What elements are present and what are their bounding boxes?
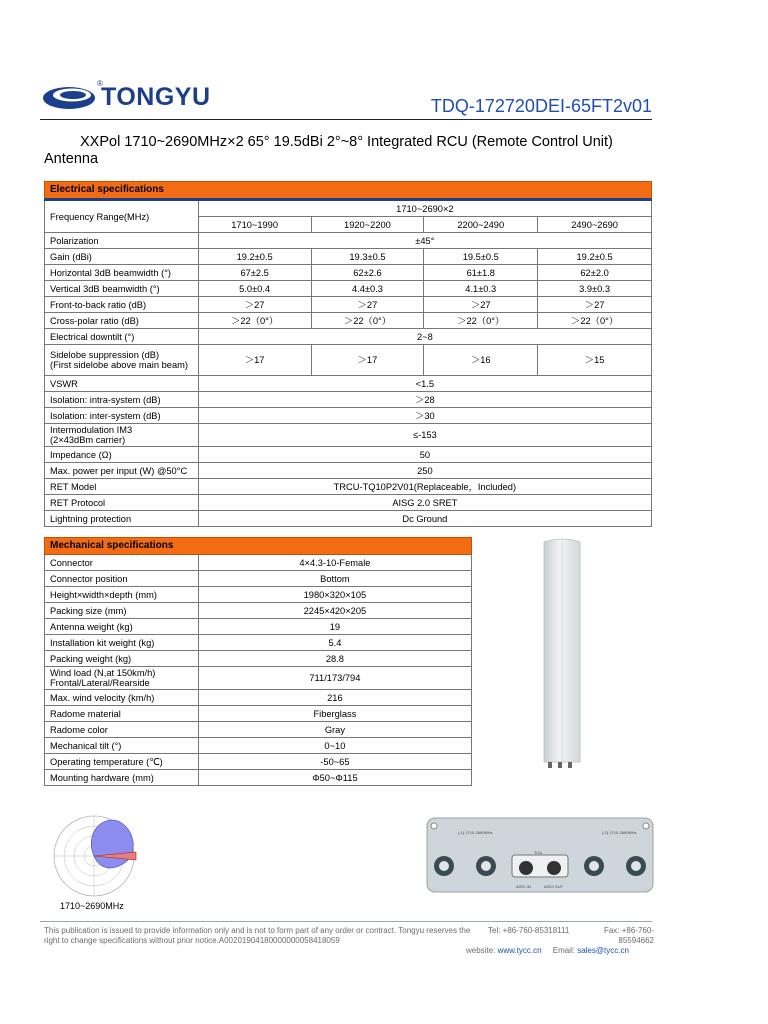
spec-value: 19 bbox=[198, 619, 471, 635]
spec-label: Wind load (N,at 150km/h) Frontal/Lateral/Rearside bbox=[45, 667, 199, 690]
spec-label: RET Model bbox=[45, 479, 199, 495]
freq-label: Frequency Range(MHz) bbox=[45, 200, 199, 233]
connector-panel-image bbox=[426, 817, 654, 893]
spec-label: Isolation: intra-system (dB) bbox=[45, 392, 199, 408]
footer-contacts bbox=[466, 946, 629, 956]
spec-label: Front-to-back ratio (dB) bbox=[45, 297, 199, 313]
spec-value: ＞22（0°） bbox=[198, 313, 311, 329]
spec-value: Bottom bbox=[198, 571, 471, 587]
spec-value: 3.9±0.3 bbox=[538, 281, 652, 297]
sidelobe-value: ＞16 bbox=[424, 345, 538, 376]
spec-value: ＞27 bbox=[538, 297, 652, 313]
spec-value: ＞27 bbox=[424, 297, 538, 313]
footer-divider bbox=[40, 921, 652, 922]
band-header: 2490~2690 bbox=[538, 217, 652, 233]
spec-value: 4×4.3-10-Female bbox=[198, 555, 471, 571]
electrical-section-title: Electrical specifications bbox=[45, 182, 652, 200]
spec-label: Vertical 3dB beamwidth (°) bbox=[45, 281, 199, 297]
spec-label: Packing weight (kg) bbox=[45, 651, 199, 667]
spec-value: 1980×320×105 bbox=[198, 587, 471, 603]
spec-value: ＞30 bbox=[198, 408, 651, 424]
spec-value: ＞28 bbox=[198, 392, 651, 408]
spec-value: -50~65 bbox=[198, 754, 471, 770]
email-label: Email: bbox=[552, 946, 575, 955]
spec-label: VSWR bbox=[45, 376, 199, 392]
spec-value: 19.2±0.5 bbox=[538, 249, 652, 265]
spec-value: Dc Ground bbox=[198, 511, 651, 527]
spec-value: 50 bbox=[198, 447, 651, 463]
footer-fax: Fax: +86-760-85594662 bbox=[603, 926, 654, 945]
spec-label: Antenna weight (kg) bbox=[45, 619, 199, 635]
band-header: 1920~2200 bbox=[311, 217, 424, 233]
mechanical-spec-table bbox=[44, 537, 472, 786]
spec-label: Max. power per input (W) @50°C bbox=[45, 463, 199, 479]
spec-value: 19.2±0.5 bbox=[198, 249, 311, 265]
spec-value: 67±2.5 bbox=[198, 265, 311, 281]
mechanical-section-title: Mechanical specifications bbox=[45, 538, 472, 555]
spec-label: Operating temperature (℃) bbox=[45, 754, 199, 770]
model-number: TDQ-172720DEI-65FT2v01 bbox=[430, 96, 652, 116]
antenna-image bbox=[540, 538, 584, 768]
sidelobe-value: ＞17 bbox=[198, 345, 311, 376]
spec-label: Impedance (Ω) bbox=[45, 447, 199, 463]
spec-value: ＞27 bbox=[311, 297, 424, 313]
panel-left-label: (-1) 1710-2690MHz bbox=[458, 830, 493, 835]
spec-value: Fiberglass bbox=[198, 706, 471, 722]
spec-label: Mechanical tilt (°) bbox=[45, 738, 199, 754]
spec-value: 2~8 bbox=[198, 329, 651, 345]
panel-aisg-in: AISG IN bbox=[516, 884, 531, 889]
sidelobe-value: ＞17 bbox=[311, 345, 424, 376]
spec-label: Isolation: inter-system (dB) bbox=[45, 408, 199, 424]
spec-value: 62±2.0 bbox=[538, 265, 652, 281]
panel-aisg-out: AISG OUT bbox=[544, 884, 564, 889]
spec-label: Mounting hardware (mm) bbox=[45, 770, 199, 786]
tongyu-logo bbox=[42, 80, 211, 114]
website-label: website: bbox=[466, 946, 496, 955]
spec-label: Intermodulation IM3 (2×43dBm carrier) bbox=[45, 424, 199, 447]
spec-label: Lightning protection bbox=[45, 511, 199, 527]
panel-center-top: TCU bbox=[534, 850, 543, 855]
radiation-pattern-chart bbox=[44, 812, 144, 900]
spec-value: ＞27 bbox=[198, 297, 311, 313]
spec-value: ±45° bbox=[198, 233, 651, 249]
spec-value: 216 bbox=[198, 690, 471, 706]
page-title: XXPol 1710~2690MHz×2 65° 19.5dBi 2°~8° Integrated RCU (Remote Control Unit) Antenna bbox=[44, 134, 613, 167]
spec-label: Cross-polar ratio (dB) bbox=[45, 313, 199, 329]
spec-value: 19.3±0.5 bbox=[311, 249, 424, 265]
footer-disclaimer: This publication is issued to provide information only and is not to form part of any order or contract. Tongyu reserves the right to change specifications without prior notice.A00201904180000000058418059 bbox=[44, 926, 471, 945]
spec-label: Horizontal 3dB beamwidth (°) bbox=[45, 265, 199, 281]
spec-value: 5.0±0.4 bbox=[198, 281, 311, 297]
sidelobe-label: Sidelobe suppression (dB) (First sidelobe above main beam) bbox=[45, 345, 199, 376]
spec-value: AISG 2.0 SRET bbox=[198, 495, 651, 511]
spec-label: Connector bbox=[45, 555, 199, 571]
pattern-caption: 1710~2690MHz bbox=[60, 901, 124, 911]
spec-value: Gray bbox=[198, 722, 471, 738]
brand-name: TONGYU bbox=[101, 82, 211, 111]
spec-value: 0~10 bbox=[198, 738, 471, 754]
spec-label: Installation kit weight (kg) bbox=[45, 635, 199, 651]
spec-value: 4.1±0.3 bbox=[424, 281, 538, 297]
electrical-spec-table bbox=[44, 181, 652, 527]
registered-mark: ® bbox=[97, 79, 103, 88]
footer-tel: Tel: +86-760-85318111 bbox=[488, 926, 570, 935]
panel-right-label: (-2) 1710-2690MHz bbox=[602, 830, 637, 835]
spec-value: 2245×420×205 bbox=[198, 603, 471, 619]
spec-label: Polarization bbox=[45, 233, 199, 249]
spec-label: RET Protocol bbox=[45, 495, 199, 511]
spec-value: 250 bbox=[198, 463, 651, 479]
spec-value: 4.4±0.3 bbox=[311, 281, 424, 297]
spec-value: ＞22（0°） bbox=[424, 313, 538, 329]
spec-label: Max. wind velocity (km/h) bbox=[45, 690, 199, 706]
spec-label: Electrical downtilt (°) bbox=[45, 329, 199, 345]
spec-value: ≤-153 bbox=[198, 424, 651, 447]
spec-value: ＞22（0°） bbox=[311, 313, 424, 329]
band-header: 2200~2490 bbox=[424, 217, 538, 233]
spec-value: 28.8 bbox=[198, 651, 471, 667]
spec-value: ＞22（0°） bbox=[538, 313, 652, 329]
spec-label: Radome material bbox=[45, 706, 199, 722]
spec-value: TRCU-TQ10P2V01(Replaceable，Included) bbox=[198, 479, 651, 495]
tongyu-swirl-icon bbox=[42, 80, 97, 114]
band-header: 1710~1990 bbox=[198, 217, 311, 233]
spec-value: <1.5 bbox=[198, 376, 651, 392]
spec-label: Packing size (mm) bbox=[45, 603, 199, 619]
spec-value: 5.4 bbox=[198, 635, 471, 651]
spec-label: Gain (dBi) bbox=[45, 249, 199, 265]
sidelobe-value: ＞15 bbox=[538, 345, 652, 376]
spec-value: 61±1.8 bbox=[424, 265, 538, 281]
spec-value: 711/173/794 bbox=[198, 667, 471, 690]
freq-total: 1710~2690×2 bbox=[198, 200, 651, 217]
spec-value: 62±2.6 bbox=[311, 265, 424, 281]
header-divider bbox=[40, 119, 652, 120]
spec-label: Height×width×depth (mm) bbox=[45, 587, 199, 603]
spec-value: 19.5±0.5 bbox=[424, 249, 538, 265]
spec-value: Φ50~Φ115 bbox=[198, 770, 471, 786]
spec-label: Connector position bbox=[45, 571, 199, 587]
email-link[interactable]: sales@tycc.cn bbox=[577, 946, 629, 955]
spec-label: Radome color bbox=[45, 722, 199, 738]
website-link[interactable]: www.tycc.cn bbox=[497, 946, 542, 955]
